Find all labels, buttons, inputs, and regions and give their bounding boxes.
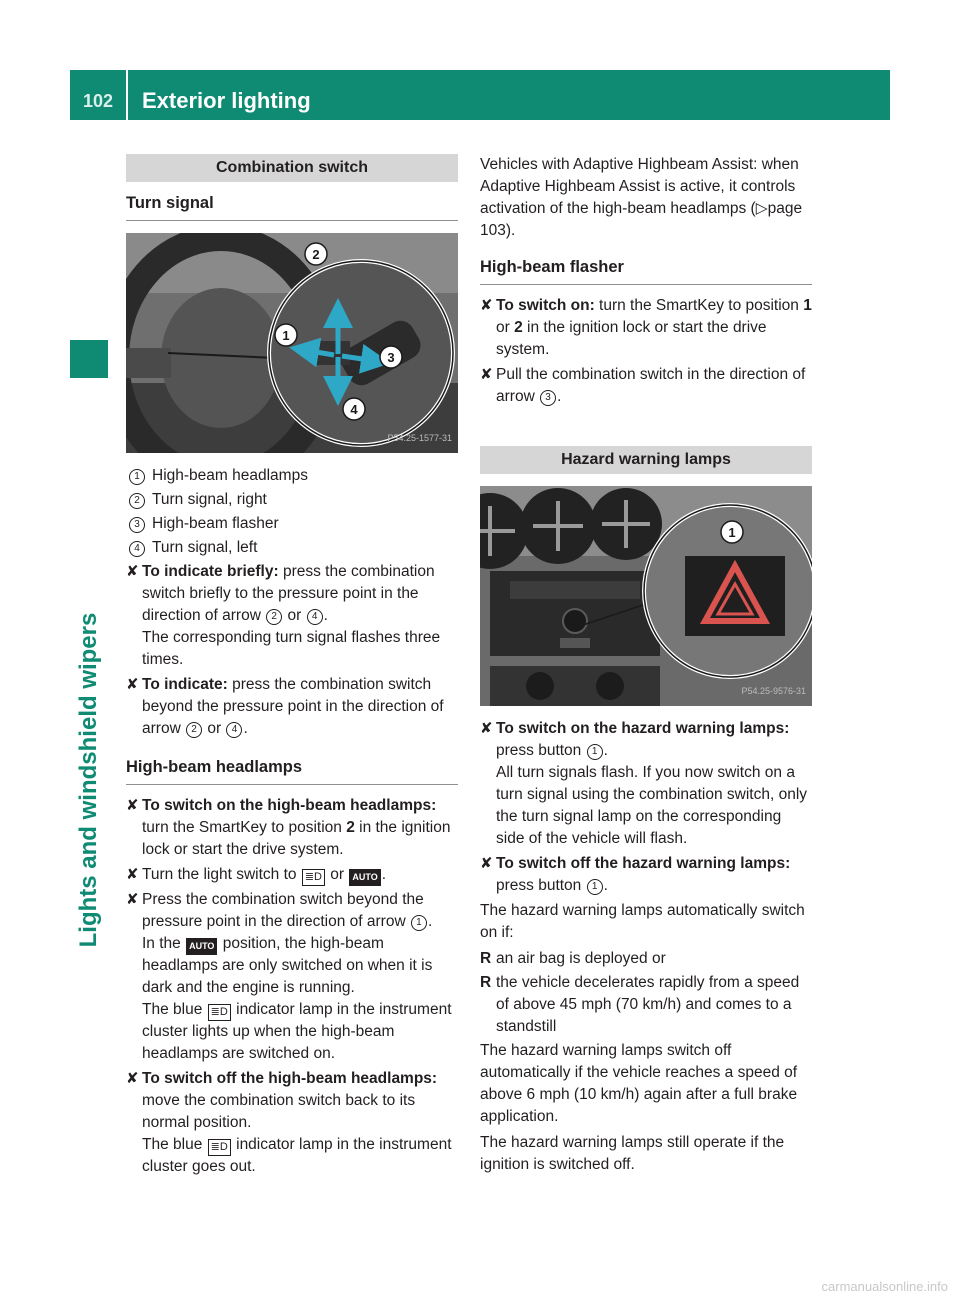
- step-arrow-icon: ✘: [480, 297, 493, 314]
- legend-item: 3 High-beam flasher: [126, 513, 458, 535]
- figure-code: P54.25-9576-31: [741, 686, 806, 696]
- right-column: [480, 154, 812, 1180]
- step-note: The blue ≣D indicator lamp in the instrument cluster lights up when the high-beam headlamps are switched on.: [142, 1001, 452, 1062]
- step-arrow-icon: ✘: [126, 676, 139, 693]
- page-header: [70, 70, 890, 120]
- combination-switch-figure: [126, 233, 458, 453]
- callout-1: [721, 521, 743, 543]
- high-beam-symbol-icon: ≣D: [208, 1004, 231, 1021]
- svg-text:4: 4: [350, 402, 358, 417]
- instruction-step: ✘ Press the combination switch beyond the pressure point in the direction of arrow 1 . In the AUTO position, the high-beam headlamps are only switched on when it is dark and the engine is running. The blue ≣D indicator lamp in the instrument cluster lights up when the high-beam headlamps are switched on.: [126, 889, 458, 1065]
- instruction-step: ✘ To switch on: turn the SmartKey to position 1 or 2 in the ignition lock or start the drive system.: [480, 297, 812, 358]
- callout-3: [380, 346, 402, 368]
- high-beam-symbol-icon: ≣D: [302, 869, 325, 886]
- list-item: R the vehicle decelerates rapidly from a speed of above 45 mph (70 km/h) and comes to a standstill: [480, 974, 800, 1035]
- step-arrow-icon: ✘: [126, 1070, 139, 1087]
- instruction-step: ✘ Pull the combination switch in the direction of arrow 3 .: [480, 366, 806, 405]
- ignition-off-text: The hazard warning lamps still operate if the ignition is switched off.: [480, 1134, 785, 1173]
- heading-high-beam: High-beam headlamps: [126, 756, 458, 785]
- step-arrow-icon: ✘: [480, 855, 493, 872]
- step-note: The blue ≣D indicator lamp in the instrument cluster goes out.: [142, 1136, 452, 1175]
- header-divider: [126, 70, 128, 120]
- step-arrow-icon: ✘: [480, 366, 493, 383]
- legend-item: 2 Turn signal, right: [126, 489, 458, 511]
- bullet-icon: R: [480, 974, 492, 991]
- step-note: All turn signals flash. If you now switch on a turn signal using the combination switch, only the turn signal lamp on the corresponding side of the vehicle will flash.: [496, 764, 808, 847]
- step-arrow-icon: ✘: [126, 866, 139, 883]
- page-reference-arrow-icon: ▷: [755, 200, 768, 217]
- page-title: Exterior lighting: [142, 88, 311, 113]
- auto-switch-on-intro: The hazard warning lamps automatically switch on if:: [480, 902, 805, 941]
- instruction-step: ✘ Turn the light switch to ≣D or AUTO .: [126, 864, 458, 886]
- instruction-step: ✘ To switch off the high-beam headlamps: move the combination switch back to its normal position. The blue ≣D indicator lamp in the instrument cluster goes out.: [126, 1068, 458, 1178]
- svg-text:3: 3: [387, 350, 395, 365]
- page-number: 102: [82, 91, 114, 111]
- step-arrow-icon: ✘: [126, 891, 139, 908]
- legend-item: 1 High-beam headlamps: [126, 465, 458, 487]
- section-title-combination-switch: Combination switch: [126, 154, 458, 182]
- heading-turn-signal: Turn signal: [126, 192, 458, 221]
- auto-symbol-icon: AUTO: [349, 869, 380, 886]
- figure-code: P54.25-1577-31: [387, 433, 452, 443]
- callout-2: [305, 243, 327, 265]
- heading-high-beam-flasher: High-beam flasher: [480, 256, 812, 285]
- instruction-step: ✘ To switch off the hazard warning lamps: press button 1 .: [480, 855, 791, 894]
- section-title-hazard-warning-lamps: Hazard warning lamps: [480, 446, 812, 474]
- auto-switch-off-text: The hazard warning lamps switch off automatically if the vehicle reaches a speed of above 6 mph (10 km/h) again after a full brake application.: [480, 1042, 798, 1125]
- auto-symbol-icon: AUTO: [186, 938, 217, 955]
- bullet-icon: R: [480, 950, 492, 967]
- instruction-step: ✘ To indicate briefly: press the combination switch briefly to the pressure point in the direction of arrow 2 or 4 . The corresponding turn signal flashes three times.: [126, 561, 458, 671]
- watermark: carmanualsonline.info: [821, 1279, 948, 1294]
- svg-text:1: 1: [282, 328, 290, 343]
- left-column: [126, 154, 458, 1181]
- instruction-step: ✘ To switch on the hazard warning lamps: press button 1 . All turn signals flash. If you now switch on a turn signal using the combination switch, only the turn signal lamp on the corresponding side of the vehicle will flash.: [480, 718, 812, 850]
- callout-1: [275, 324, 297, 346]
- list-item: R an air bag is deployed or: [480, 948, 812, 970]
- side-tab-label: Lights and windshield wipers: [75, 612, 102, 948]
- hazard-switch-figure: [480, 486, 812, 706]
- step-note: The corresponding turn signal flashes three times.: [142, 629, 441, 668]
- step-arrow-icon: ✘: [480, 720, 493, 737]
- hazard-switch-illustration: [480, 486, 812, 706]
- step-arrow-icon: ✘: [126, 797, 139, 814]
- callout-4: [343, 398, 365, 420]
- step-arrow-icon: ✘: [126, 563, 139, 580]
- step-note: In the AUTO position, the high-beam headlamps are only switched on when it is dark and the engine is running.: [142, 935, 433, 996]
- adaptive-highbeam-intro: Vehicles with Adaptive Highbeam Assist: when Adaptive Highbeam Assist is active, it controls activation of the high-beam headlamps (▷page 103).: [480, 156, 803, 239]
- combination-switch-illustration: [126, 233, 458, 453]
- svg-text:1: 1: [728, 525, 736, 540]
- instruction-step: ✘ To indicate: press the combination switch beyond the pressure point in the direction of arrow 2 or 4 .: [126, 676, 444, 737]
- side-tab-marker: [70, 340, 108, 378]
- high-beam-symbol-icon: ≣D: [208, 1139, 231, 1156]
- svg-text:2: 2: [312, 247, 320, 262]
- legend-item: 4 Turn signal, left: [126, 537, 458, 559]
- instruction-step: ✘ To switch on the high-beam headlamps: turn the SmartKey to position 2 in the ignition lock or start the drive system.: [126, 797, 451, 858]
